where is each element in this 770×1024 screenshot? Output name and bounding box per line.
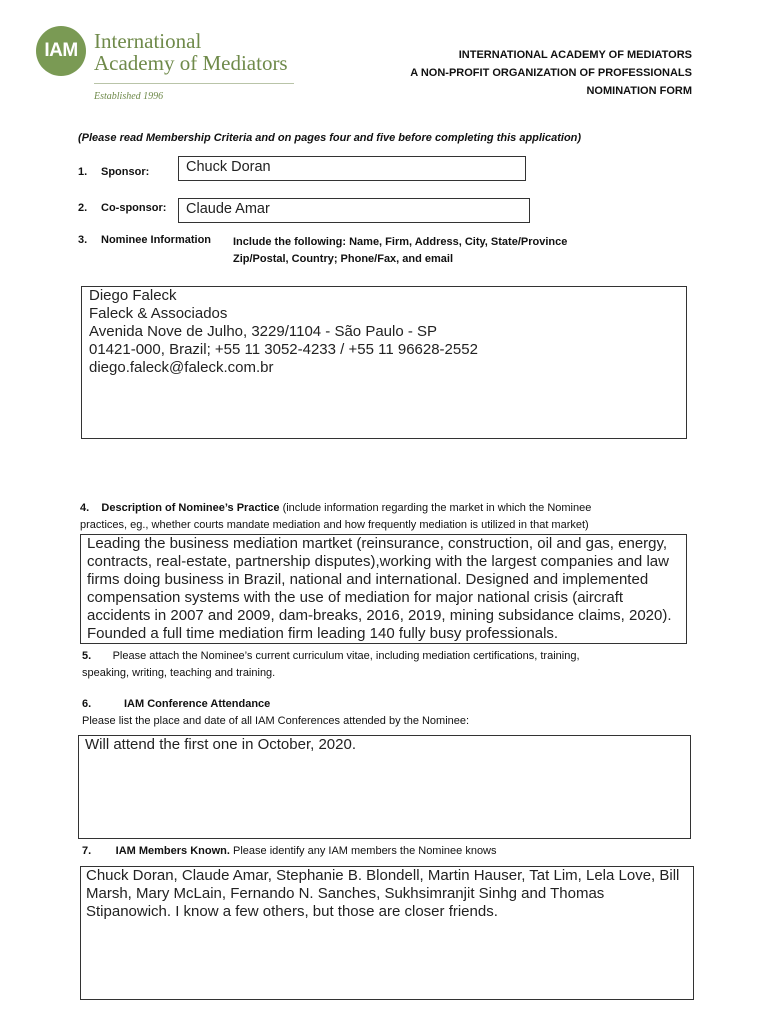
nominee-instructions <box>233 234 567 268</box>
practice-label: Description of Nominee’s Practice <box>101 502 280 514</box>
header-line-2: A NON-PROFIT ORGANIZATION OF PROFESSIONALS <box>410 67 692 79</box>
logo-line-1: International <box>94 29 202 53</box>
practice-heading <box>80 500 700 534</box>
nominee-info-field[interactable]: Diego Faleck Faleck & Associados Avenida Nove de Julho, 3229/1104 - São Paulo - SP 01421-000, Brazil; +55 11 3052-4233 / +55 11 96628-2552 diego.faleck@faleck.com.br <box>81 286 687 439</box>
logo-line-2: Academy of Mediators <box>94 51 288 75</box>
header-line-3: NOMINATION FORM <box>586 85 692 97</box>
members-instructions: Please identify any IAM members the Nominee knows <box>233 845 497 857</box>
conference-label: IAM Conference Attendance <box>124 698 271 710</box>
iam-logo-mark: IAM <box>36 26 86 76</box>
cosponsor-number: 2. <box>78 202 88 214</box>
practice-description-field[interactable]: Leading the business mediation martket (reinsurance, construction, oil and gas, energy, contracts, real-estate, partnership disputes),working with the largest companies and law firms doing business in Brazil, national and international. Designed and implemented compensation systems with the use of mediation for major national crisis (aircraft accidents in 2007 and 2009, dam-breaks, 2016, 2019, mining subsidance claims, 2020). Founded a full time mediation firm leading 140 fully busy professionals. <box>80 534 687 644</box>
conference-attendance-field[interactable]: Will attend the first one in October, 2020. <box>78 735 691 839</box>
nominee-label: Nominee Information <box>101 234 212 246</box>
cv-text-line-2: speaking, writing, teaching and training. <box>82 667 276 679</box>
conference-instructions: Please list the place and date of all IAM Conferences attended by the Nominee: <box>82 715 470 727</box>
cv-number: 5. <box>82 650 92 662</box>
header-line-1: INTERNATIONAL ACADEMY OF MEDIATORS <box>458 49 692 61</box>
conference-number: 6. <box>82 698 92 710</box>
practice-instructions-line-2: practices, eg., whether courts mandate mediation and how frequently mediation is utilized in that market) <box>80 519 589 531</box>
members-heading <box>82 845 497 857</box>
cosponsor-field[interactable]: Claude Amar <box>178 198 530 223</box>
sponsor-number: 1. <box>78 166 88 178</box>
practice-instructions: (include information regarding the market in which the Nominee <box>282 502 592 514</box>
logo-name <box>94 30 288 74</box>
logo-divider <box>94 83 294 84</box>
practice-heading-line-1 <box>80 500 700 517</box>
members-label: IAM Members Known. <box>115 845 230 857</box>
practice-number: 4. <box>80 502 90 514</box>
nominee-instructions-line-1: Include the following: Name, Firm, Address, City, State/Province <box>233 236 568 248</box>
nominee-number: 3. <box>78 234 88 246</box>
members-known-field[interactable]: Chuck Doran, Claude Amar, Stephanie B. Blondell, Martin Hauser, Tat Lim, Lela Love, Bill Marsh, Mary McLain, Fernando N. Sanches, Sukhsimranjit Sinhg and Thomas Stipanowich. I know a few others, but those are closer friends. <box>80 866 694 1000</box>
sponsor-field[interactable]: Chuck Doran <box>178 156 526 181</box>
cosponsor-label: Co-sponsor: <box>101 202 167 214</box>
sponsor-label: Sponsor: <box>101 166 150 178</box>
members-number: 7. <box>82 845 92 857</box>
instructions-note: (Please read Membership Criteria and on pages four and five before completing this application) <box>78 132 582 144</box>
nominee-instructions-line-2: Zip/Postal, Country; Phone/Fax, and email <box>233 253 454 265</box>
cv-text-line-1: Please attach the Nominee’s current curriculum vitae, including mediation certifications, training, <box>112 650 580 662</box>
form-header <box>410 46 692 100</box>
cv-instructions-line-1 <box>82 648 682 665</box>
logo-established: Established 1996 <box>94 91 164 102</box>
cv-instructions <box>82 648 682 682</box>
